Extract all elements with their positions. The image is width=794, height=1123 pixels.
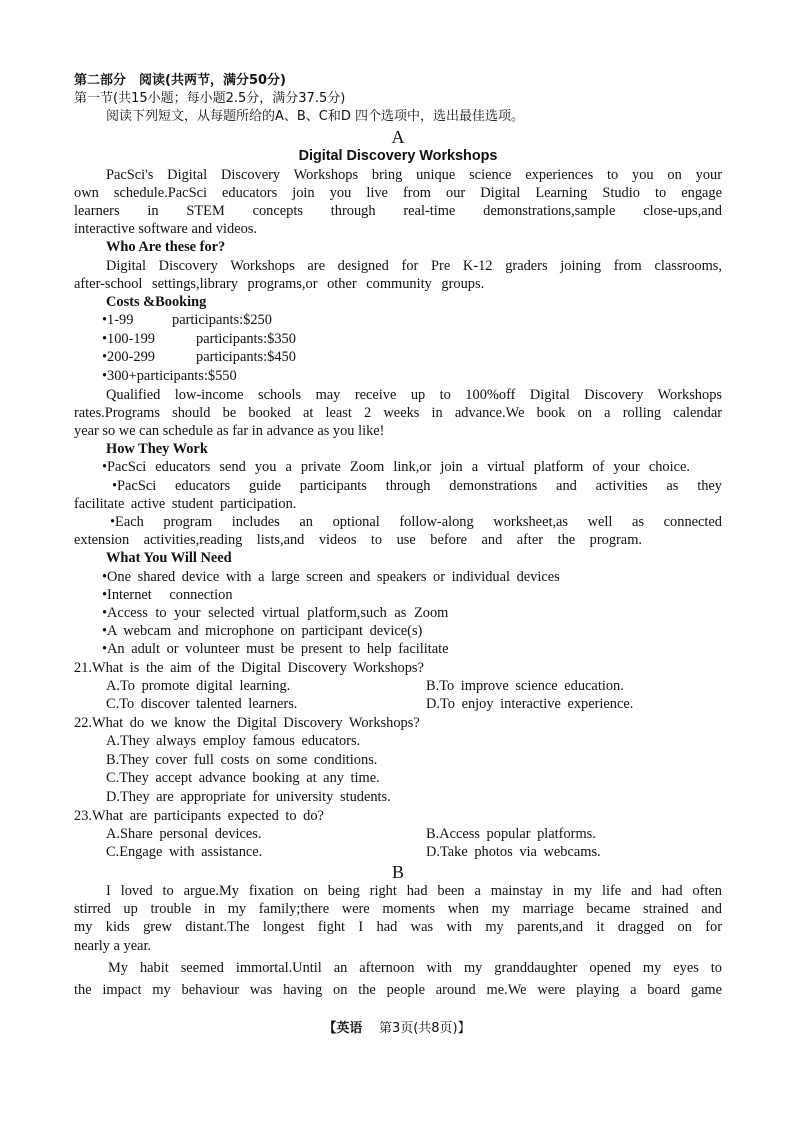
option-a[interactable]: A.To promote digital learning. [106,677,291,694]
text-line: interactive software and videos. [74,221,258,238]
need-item: •Access to your selected virtual platform,such as Zoom [102,605,449,622]
text-line: My habit seemed immortal.Until an afternoon with my granddaughter opened my eyes to [108,959,722,976]
option-a[interactable]: A.They always employ famous educators. [106,733,361,750]
passage-a-title: Digital Discovery Workshops [298,147,498,164]
part-title: 第二部分 阅读(共两节，满分50分) [74,73,286,88]
footer-subject: 【英语 [323,1021,363,1036]
cost-range: •1-99 [102,312,134,329]
option-d[interactable]: D.To enjoy interactive experience. [426,696,634,713]
text-line: PacSci's Digital Discovery Workshops bring unique science experiences to you on your [106,166,722,183]
option-c[interactable]: C.They accept advance booking at any time. [106,770,380,787]
how-item: •PacSci educators send you a private Zoom link,or join a virtual platform of your choice. [102,459,690,476]
option-b[interactable]: B.To improve science education. [426,677,624,694]
passage-b-para1 [74,882,722,955]
text-line: I loved to argue.My fixation on being right had been a mainstay in my life and had often [106,883,722,900]
option-b[interactable]: B.They cover full costs on some conditions. [106,751,378,768]
cost-item [74,311,722,330]
section-title: 第一节(共15小题；每小题2.5分，满分37.5分) [74,91,346,107]
need-item: •A webcam and microphone on participant device(s) [102,623,423,640]
question-21 [74,659,722,714]
costs-heading: Costs &Booking [106,294,207,311]
cost-range: •200-299 [102,349,156,366]
text-line: facilitate active student participation. [74,495,297,512]
cost-range: •100-199 [102,330,156,347]
need-item: •Internet connection [102,586,233,603]
cost-range: •300+participants:$550 [102,368,237,385]
passage-b-para2 [74,957,722,1001]
option-d[interactable]: D.They are appropriate for university students. [106,789,391,806]
text-line: Digital Discovery Workshops are designed for Pre K-12 graders joining from classrooms, [106,257,722,274]
cost-item [74,367,722,386]
instructions: 阅读下列短文，从每题所给的A、B、C和D 四个选项中，选出最佳选项。 [106,109,525,125]
text-line: Qualified low-income schools may receive up to 100%off Digital Discovery Workshops [106,386,722,403]
text-line: extension activities,reading lists,and videos to use before and after the program. [74,532,642,549]
text-line: own schedule.PacSci educators join you live from our Digital Learning Studio to engage [74,184,722,201]
exam-page [74,72,722,1001]
need-heading: What You Will Need [106,550,232,567]
option-a[interactable]: A.Share personal devices. [106,825,262,842]
option-d[interactable]: D.Take photos via webcams. [426,844,601,861]
how-heading: How They Work [106,441,208,458]
text-line: the impact my behaviour was having on the people around me.We were playing a board game [74,981,722,998]
option-b[interactable]: B.Access popular platforms. [426,825,596,842]
text-line: nearly a year. [74,937,152,954]
text-line: stirred up trouble in my family;there were moments when my marriage became strained and [74,901,722,918]
text-line: year so we can schedule as far in advance as you like! [74,423,385,440]
need-item: •An adult or volunteer must be present to help facilitate [102,641,449,658]
qualified-paragraph [74,386,722,441]
footer-page: 第3页(共8页)】 [378,1021,471,1036]
cost-item [74,348,722,367]
question-stem: 22.What do we know the Digital Discovery Workshops? [74,715,420,732]
need-item: •One shared device with a large screen and speakers or individual devices [102,568,560,585]
question-22 [74,714,722,807]
passage-a-label: A [391,126,405,147]
question-stem: 21.What is the aim of the Digital Discovery Workshops? [74,659,424,676]
page-footer [0,1017,794,1036]
question-23 [74,807,722,862]
cost-price: participants:$450 [196,349,296,366]
option-c[interactable]: C.To discover talented learners. [106,696,298,713]
text-line: learners in STEM concepts through real-time demonstrations,sample close-ups,and [74,203,722,220]
who-heading: Who Are these for? [106,239,226,256]
text-line: after-school settings,library programs,or other community groups. [74,275,485,292]
cost-price: participants:$350 [196,330,296,347]
passage-b-label: B [391,862,404,883]
passage-a-intro [74,166,722,239]
how-item: •Each program includes an optional follow-along worksheet,as well as connected [110,514,722,531]
cost-item [74,330,722,349]
cost-price: participants:$250 [172,312,272,329]
how-item: •PacSci educators guide participants through demonstrations and activities as they [112,477,722,494]
text-line: rates.Programs should be booked at least 2 weeks in advance.We book on a rolling calendar [74,404,722,421]
text-line: my kids grew distant.The longest fight I had was with my parents,and it dragged on for [74,919,722,936]
question-stem: 23.What are participants expected to do? [74,807,324,824]
option-c[interactable]: C.Engage with assistance. [106,844,263,861]
